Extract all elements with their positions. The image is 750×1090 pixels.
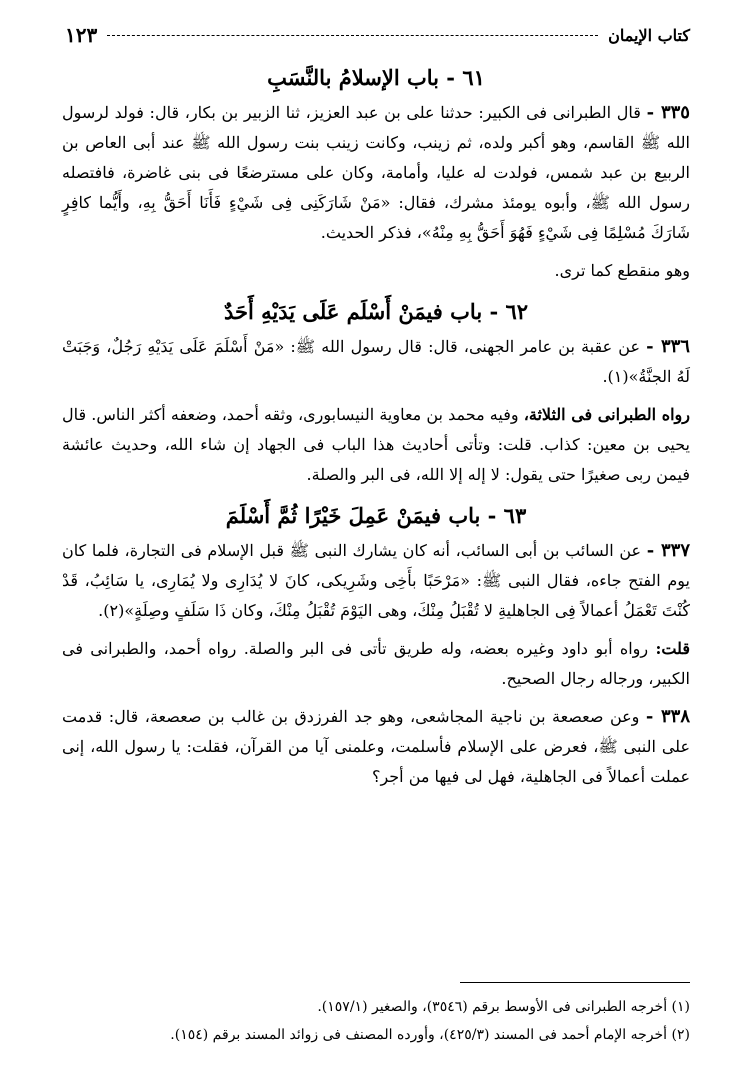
page-number: ١٢٣ [65,23,98,47]
commentary-text: وهو منقطع كما ترى. [554,261,690,280]
running-header [65,22,690,48]
hadith-text: قال الطبرانى فى الكبير: حدثنا على بن عبد العزيز، ثنا الزبير بن بكار، قال: فولد لرسول الله ﷺ القاسم، وهو أكبر ولده، ثم زينب، وكانت زينب بنت رسول الله ﷺ عند أبى العاص بن الربيع بن عبد شمس، فولدت له عليا، وأمامة، وكان على مسترضعًا فى بنى غاضرة، فافتصله رسول الله ﷺ، وأبوه يومئذ مشرك، فقال: «مَنْ شَارَكَنِى فِى شَيْءٍ فَأَنَا أَحَقُّ بِهِ، وأَيُّما كافِرٍ شَارَكَ مُسْلِمًا فِى شَيْءٍ فَهُوَ أَحَقُّ بِهِ مِنْهُ»، فذكر الحديث. [62,103,690,242]
commentary [62,634,690,694]
chapter-heading-61: ٦١ - باب الإسلامُ بالنَّسَبِ [267,65,485,90]
commentary-text: رواه أبو داود وغيره بعضه، وله طريق تأتى فى البر والصلة. رواه أحمد، والطبرانى فى الكبير، ورجاله رجال الصحيح. [62,639,690,688]
hadith-text: عن عقبة بن عامر الجهنى، قال: قال رسول الله ﷺ: «مَنْ أَسْلَمَ عَلَى يَدَيْهِ رَجُلٌ، وَجَبَتْ لَهُ الجنَّةُ»(١). [62,337,690,386]
commentary [62,400,690,490]
hadith-text: وعن صعصعة بن ناجية المجاشعى، وهو جد الفرزدق بن غالب بن صعصعة، قال: قدمت على النبى ﷺ، فعرض على الإسلام فأسلمت، وعلمنى آيا من القرآن، فقلت: يا رسول الله، إنى عملت أعمالاً فى الجاهلية، فهل لى فيها من أجر؟ [62,707,690,786]
hadith-336 [62,332,690,392]
hadith-number: ٣٣٦ - [646,336,690,357]
footnote-1: (١) أخرجه الطبرانى فى الأوسط برقم (٣٥٤٦)، والصغير (١٥٧/١). [317,999,690,1015]
hadith-338 [62,702,690,792]
footnote-2: (٢) أخرجه الإمام أحمد فى المسند (٤٢٥/٣)، وأورده المصنف فى زوائد المسند برقم (١٥٤). [170,1027,690,1043]
commentary-lead: قلت: [655,639,690,658]
footnote-rule [460,982,690,983]
hadith-337 [62,536,690,626]
hadith-number: ٣٣٨ - [645,706,691,727]
book-title: كتاب الإيمان [608,25,690,45]
main-text [62,56,690,794]
hadith-number: ٣٣٥ - [646,102,690,123]
hadith-text: عن السائب بن أبى السائب، أنه كان يشارك النبى ﷺ قبل الإسلام فى التجارة، فلما كان يوم الفتح جاءه، فقال النبى ﷺ: «مَرْحَبًا بأَخِى وشَرِيكى، كانَ لا يُدَارِى ولا يُمَارِى، يا سَائِبُ، قَدْ كُنْتَ تَعْمَلُ أعمالاً فِى الجاهليةِ لا تُقْبَلُ مِنْكَ، وهى اليَوْمَ تُقْبَلُ مِنْكَ، وكان ذَا سَلَفٍ وصِلَةٍ»(٢). [62,541,690,620]
hadith-number: ٣٣٧ - [646,540,690,561]
chapter-heading-62: ٦٢ - باب فيمَنْ أَسْلَم عَلَى يَدَيْهِ أَحَدٌ [223,299,529,324]
commentary [62,256,690,286]
commentary-text: وفيه محمد بن معاوية النيسابورى، وثقه أحمد، وضعفه أكثر الناس. قال يحيى بن معين: كذاب. قلت: وتأتى أحاديث هذا الباب فى الجهاد إن شاء الله، وحديث عائشة فيمن ربى صغيرًا حتى يقول: لا إله إلا الله، فى البر والصلة. [62,405,690,484]
hadith-335 [62,98,690,248]
footnotes [62,982,690,1049]
commentary-lead: رواه الطبرانى فى الثلاثة، [523,405,691,424]
header-dashed-rule [107,34,598,36]
chapter-heading-63: ٦٣ - باب فيمَنْ عَمِلَ خَيْرًا ثُمَّ أَسْلَمَ [225,503,527,528]
